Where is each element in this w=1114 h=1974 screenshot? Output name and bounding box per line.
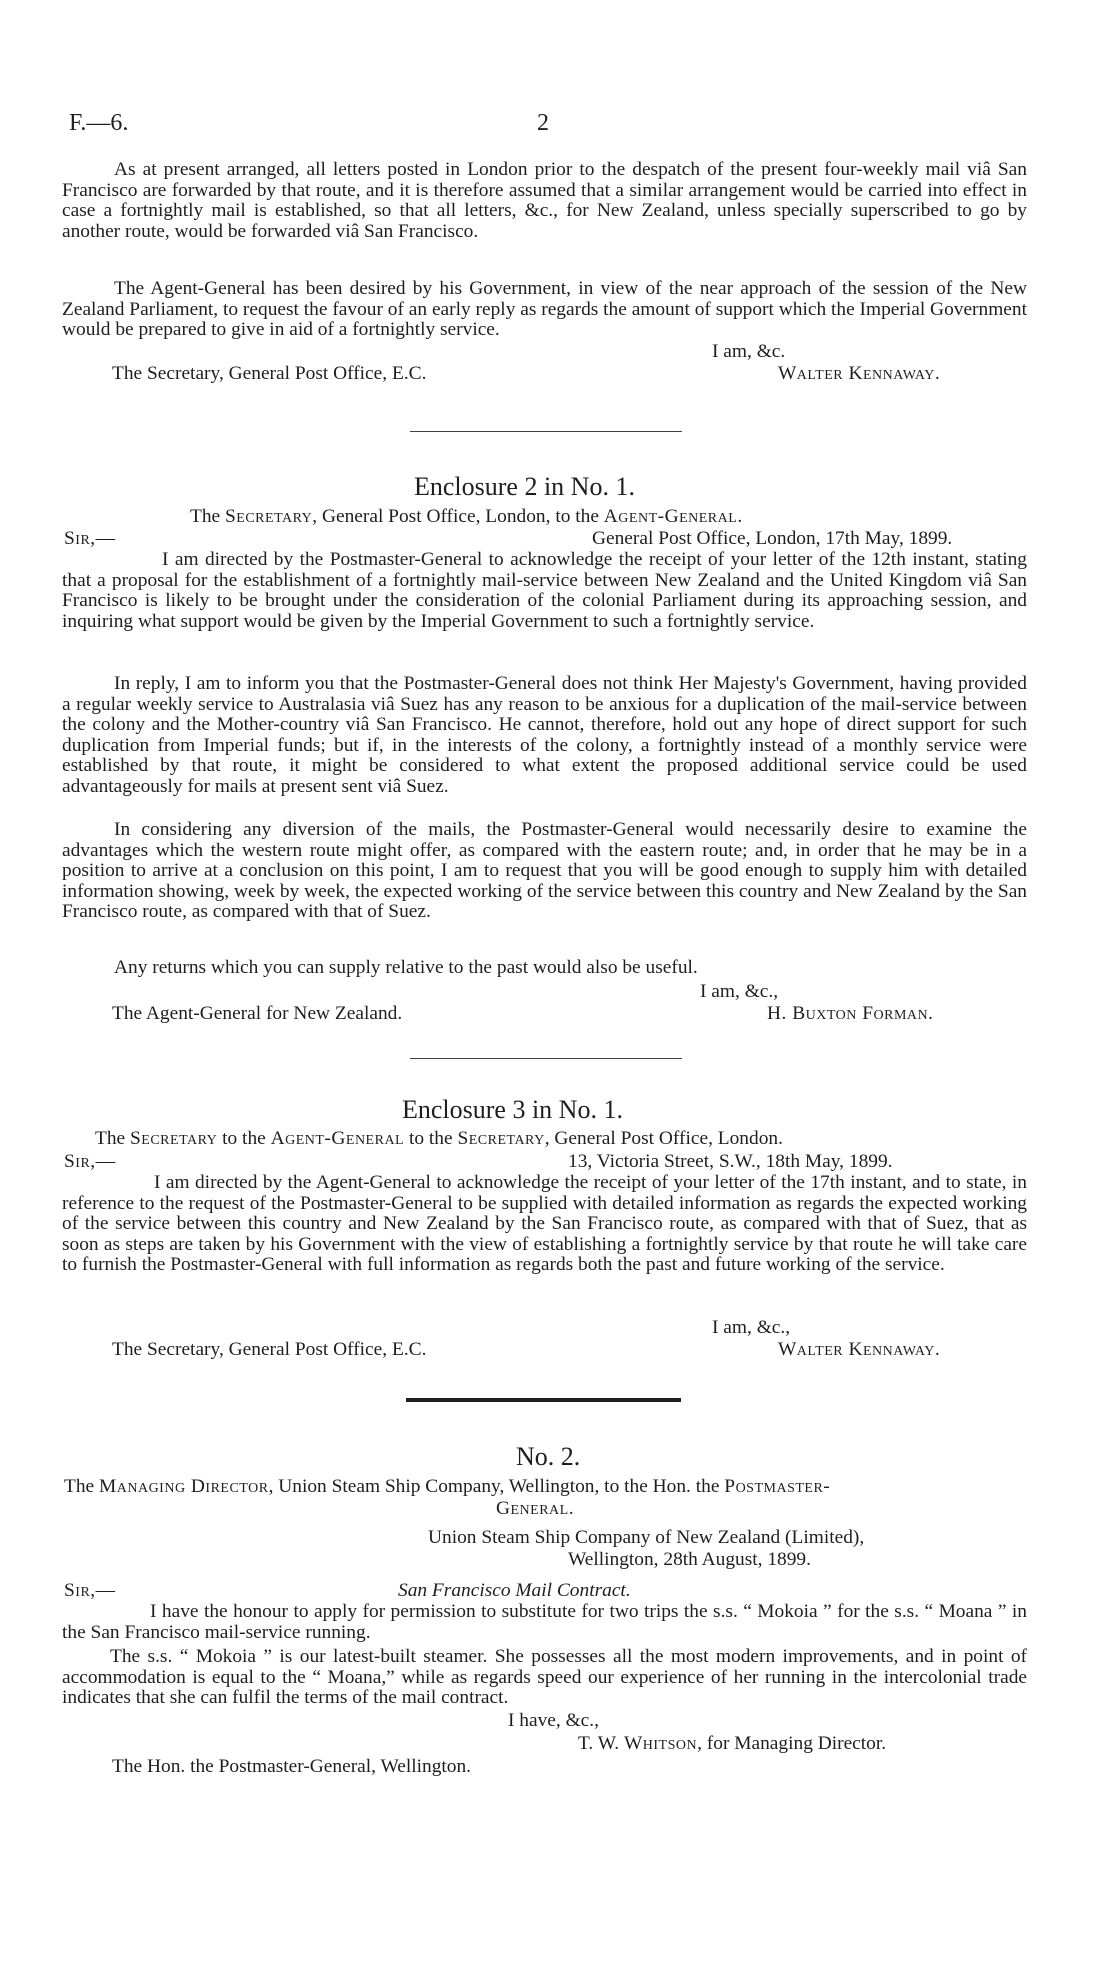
routing-line-continued: General. xyxy=(496,1498,575,1519)
subject-line xyxy=(398,1580,631,1602)
section-divider xyxy=(410,1058,682,1059)
section-heading: No. 2. xyxy=(516,1442,581,1471)
paragraph: I am directed by the Postmaster-General to acknowledge the receipt of your letter of the 12th instant, stating that a proposal for the establishment of a fortnightly mail-service between New Zealand and the United Kingdom viâ San Francisco is likely to be brought under the consideration of the colonial Parliament during its approaching session, and inquiring what support would be given by the Imperial Government to such a fortnightly service. xyxy=(62,549,1027,632)
document-reference: F.—6. xyxy=(69,110,129,136)
closing: I have, &c., xyxy=(508,1710,599,1731)
paragraph: In reply, I am to inform you that the Postmaster-General does not think Her Majesty's Government, having provided a regular weekly service to Australasia viâ Suez has any reason to be anxious for a duplication of the mail-service between the colony and the Mother-country viâ San Francisco. He cannot, therefore, hold out any hope of direct support for such duplication from Imperial funds; but if, in the interests of the colony, a fortnightly instead of a monthly service were established by that route, it might be considered to what extent the proposed additional service could be used advantageously for mails at present sent viâ Suez. xyxy=(62,673,1027,797)
signature: H. Buxton Forman. xyxy=(767,1003,934,1024)
address-line: Wellington, 28th August, 1899. xyxy=(568,1549,811,1570)
paragraph: I have the honour to apply for permission to substitute for two trips the s.s. “ Mokoia ” for the s.s. “ Moana ” in the San Francisco mail-service running. xyxy=(62,1601,1027,1643)
signature: Walter Kennaway. xyxy=(778,363,941,384)
paragraph: The s.s. “ Mokoia ” is our latest-built steamer. She possesses all the most modern improvements, and in point of accommodation is equal to the “ Moana,” while as regards speed our experience of her running in the intercolonial trade indicates that she can fulfil the terms of the mail contract. xyxy=(62,1646,1027,1709)
paragraph: The Agent-General has been desired by his Government, in view of the near approach of the session of the New Zealand Parliament, to request the favour of an early reply as regards the amount of support which the Imperial Government would be prepared to give in aid of a fortnightly service. xyxy=(62,278,1027,341)
section-divider xyxy=(410,431,682,432)
salutation: Sir,— xyxy=(64,528,116,549)
signature: Walter Kennaway. xyxy=(778,1339,941,1360)
section-heading: Enclosure 3 in No. 1. xyxy=(402,1095,623,1124)
paragraph: Any returns which you can supply relative to the past would also be useful. xyxy=(114,957,698,978)
page-number: 2 xyxy=(537,110,549,136)
addressee: The Agent-General for New Zealand. xyxy=(112,1003,403,1024)
closing: I am, &c., xyxy=(712,1317,791,1338)
paragraph: In considering any diversion of the mails, the Postmaster-General would necessarily desire to examine the advantages which the western route might offer, as compared with the eastern route; and, in order that he may be in a position to arrive at a conclusion on this point, I am to request that you will be good enough to supply him with detailed information showing, week by week, the expected working of the service between this country and New Zealand by the San Francisco route, as compared with that of Suez. xyxy=(62,819,1027,923)
routing-line: The Managing Director, Union Steam Ship Company, Wellington, to the Hon. the Postmaster- xyxy=(64,1476,831,1497)
subject-text: San Francisco Mail Contract. xyxy=(398,1580,631,1601)
salutation: Sir,— xyxy=(64,1580,116,1601)
routing-line: The Secretary, General Post Office, London, to the Agent-General. xyxy=(190,506,743,527)
salutation: Sir,— xyxy=(64,1151,116,1172)
addressee: The Secretary, General Post Office, E.C. xyxy=(112,1339,427,1360)
closing: I am, &c. xyxy=(712,341,786,362)
addressee: The Secretary, General Post Office, E.C. xyxy=(112,363,427,384)
closing: I am, &c., xyxy=(700,981,779,1002)
dateline: 13, Victoria Street, S.W., 18th May, 1899. xyxy=(568,1151,893,1172)
address-line: Union Steam Ship Company of New Zealand (Limited), xyxy=(428,1527,865,1548)
paragraph: As at present arranged, all letters posted in London prior to the despatch of the present four-weekly mail viâ San Francisco are forwarded by that route, and it is therefore assumed that a similar arrangement would be carried into effect in case a fortnightly mail is established, so that all letters, &c., for New Zealand, unless specially superscribed to go by another route, would be forwarded viâ San Francisco. xyxy=(62,159,1027,242)
section-divider-thick xyxy=(406,1398,681,1402)
section-heading: Enclosure 2 in No. 1. xyxy=(414,472,635,501)
dateline: General Post Office, London, 17th May, 1899. xyxy=(592,528,953,549)
addressee: The Hon. the Postmaster-General, Wellington. xyxy=(112,1756,472,1777)
signature: T. W. Whitson, for Managing Director. xyxy=(578,1733,887,1754)
paragraph: I am directed by the Agent-General to acknowledge the receipt of your letter of the 17th instant, and to state, in reference to the request of the Postmaster-General to be supplied with detailed information as regards the expected working of the service between this country and New Zealand by the San Francisco route, as compared with that of Suez, that as soon as steps are taken by his Government with the view of establishing a fortnightly service by that route he will take care to furnish the Postmaster-General with full information as regards both the past and future working of the service. xyxy=(62,1172,1027,1276)
routing-line: The Secretary to the Agent-General to the Secretary, General Post Office, London. xyxy=(95,1128,783,1149)
